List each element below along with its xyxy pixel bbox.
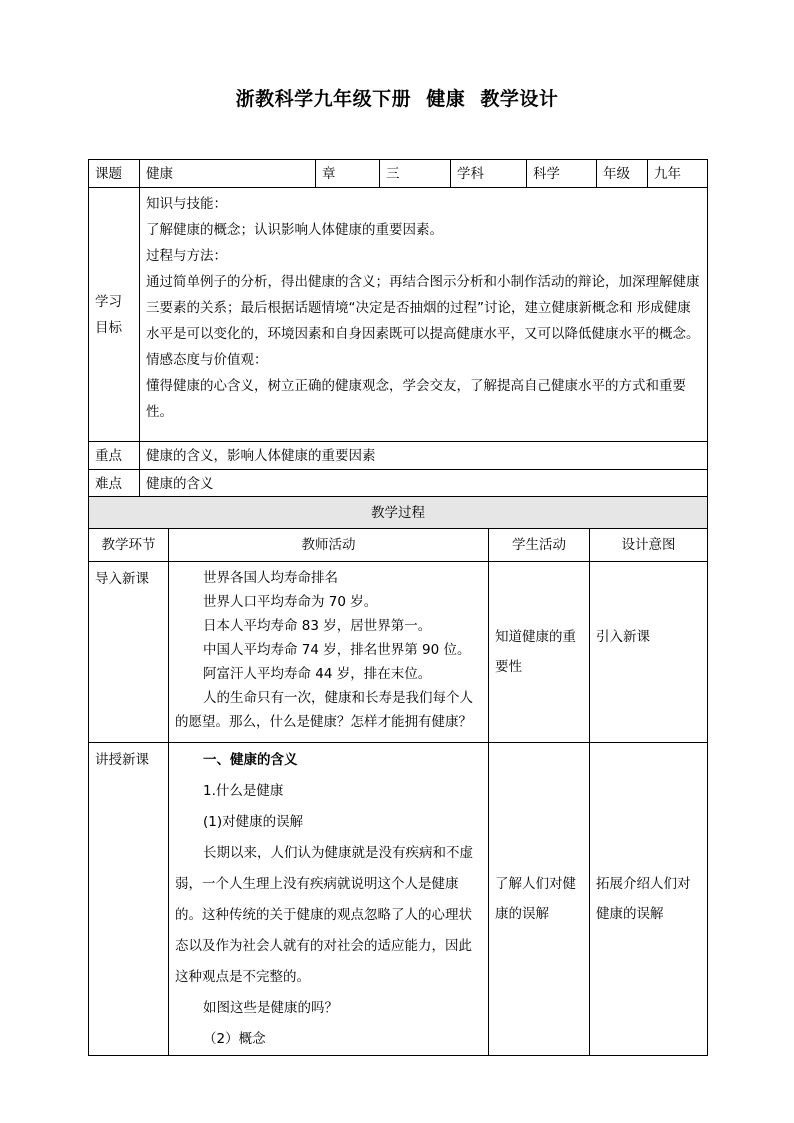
intro-line: 中国人平均寿命 74 岁，排名世界第 90 位。: [203, 642, 471, 658]
key-label: 重点: [89, 442, 140, 470]
lesson-info-table: [88, 159, 708, 498]
grade-label: 年级: [597, 160, 648, 188]
goal-line: 了解健康的概念；认识影响人体健康的重要因素。: [146, 222, 443, 238]
header-stage: 教学环节: [89, 529, 169, 562]
intro-intent: 引入新课: [590, 562, 708, 743]
process-title-row: [89, 497, 708, 529]
key-value: 健康的含义，影响人体健康的重要因素: [140, 442, 708, 470]
goals-label-line1: 学习: [95, 293, 122, 310]
goal-line: 知识与技能：: [146, 196, 227, 212]
lecture-sub1: 1.什么是健康: [203, 783, 284, 799]
lecture-intent: 拓展介绍人们对健康的误解: [590, 743, 708, 1056]
intro-student: 知道健康的重要性: [489, 562, 590, 743]
difficulty-row: [89, 470, 708, 498]
topic-label: 课题: [89, 160, 140, 188]
lecture-paragraph: 长期以来，人们认为健康就是没有疾病和不虚弱，一个人生理上没有疾病就说明这个人是健康的。这种传统的关于健康的观点忽略了人的心理状态以及作为社会人就有的对社会的适应能力，因此这种观点是不完整的。: [175, 845, 473, 985]
lecture-teacher: [169, 743, 489, 1056]
intro-stage: 导入新课: [89, 562, 169, 743]
lecture-question: 如图这些是健康的吗？: [203, 1000, 338, 1016]
intro-line: 世界人口平均寿命为 70 岁。: [203, 594, 378, 610]
lecture-heading: 一、健康的含义: [203, 752, 298, 768]
lecture-sub2: (1)对健康的误解: [203, 814, 304, 830]
goal-line: 懂得健康的心含义，树立正确的健康观念，学会交友，了解提高自己健康水平的方式和重要性。: [146, 378, 686, 420]
lecture-stage: 讲授新课: [89, 743, 169, 1056]
page-title: [0, 84, 794, 111]
key-row: [89, 442, 708, 470]
goals-label: [89, 188, 140, 442]
goals-row: [89, 188, 708, 442]
intro-line: 日本人平均寿命 83 岁，居世界第一。: [203, 618, 432, 634]
intro-teacher: [169, 562, 489, 743]
process-section-title: 教学过程: [89, 497, 708, 529]
lecture-student: 了解人们对健康的误解: [489, 743, 590, 1056]
grade-value: 九年: [648, 160, 708, 188]
intro-line: 人的生命只有一次，健康和长寿是我们每个人的愿望。那么，什么是健康？怎样才能拥有健康？: [175, 690, 473, 730]
subject-label: 学科: [451, 160, 527, 188]
title-part-course: 浙教科学九年级下册: [235, 88, 412, 110]
lecture-sub3: （2）概念: [203, 1031, 266, 1047]
topic-value: 健康: [140, 160, 316, 188]
process-table: [88, 496, 708, 1056]
goals-label-line2: 目标: [95, 319, 122, 336]
difficulty-label: 难点: [89, 470, 140, 498]
info-row: [89, 160, 708, 188]
intro-line: 世界各国人均寿命排名: [203, 570, 338, 586]
goal-line: 通过简单例子的分析，得出健康的含义；再结合图示分析和小制作活动的辩论，加深理解健康三要素的关系；最后根据话题情境“决定是否抽烟的过程”讨论，建立健康新概念和 形成健康水平是可以变化的，环境因素和自身因素既可以提高健康水平，又可以降低健康水平的概念。: [146, 274, 700, 342]
intro-row: [89, 562, 708, 743]
header-intent: 设计意图: [590, 529, 708, 562]
goal-line: 情感态度与价值观：: [146, 352, 268, 368]
subject-value: 科学: [527, 160, 597, 188]
goals-content: [140, 188, 708, 442]
title-part-topic: 健康: [426, 88, 466, 110]
chapter-label: 章: [316, 160, 380, 188]
intro-line: 阿富汗人平均寿命 44 岁，排在末位。: [203, 666, 432, 682]
chapter-value: 三: [380, 160, 451, 188]
process-header-row: [89, 529, 708, 562]
title-part-design: 教学设计: [480, 88, 559, 110]
header-teacher: 教师活动: [169, 529, 489, 562]
goal-line: 过程与方法：: [146, 248, 227, 264]
header-student: 学生活动: [489, 529, 590, 562]
lecture-row: [89, 743, 708, 1056]
difficulty-value: 健康的含义: [140, 470, 708, 498]
